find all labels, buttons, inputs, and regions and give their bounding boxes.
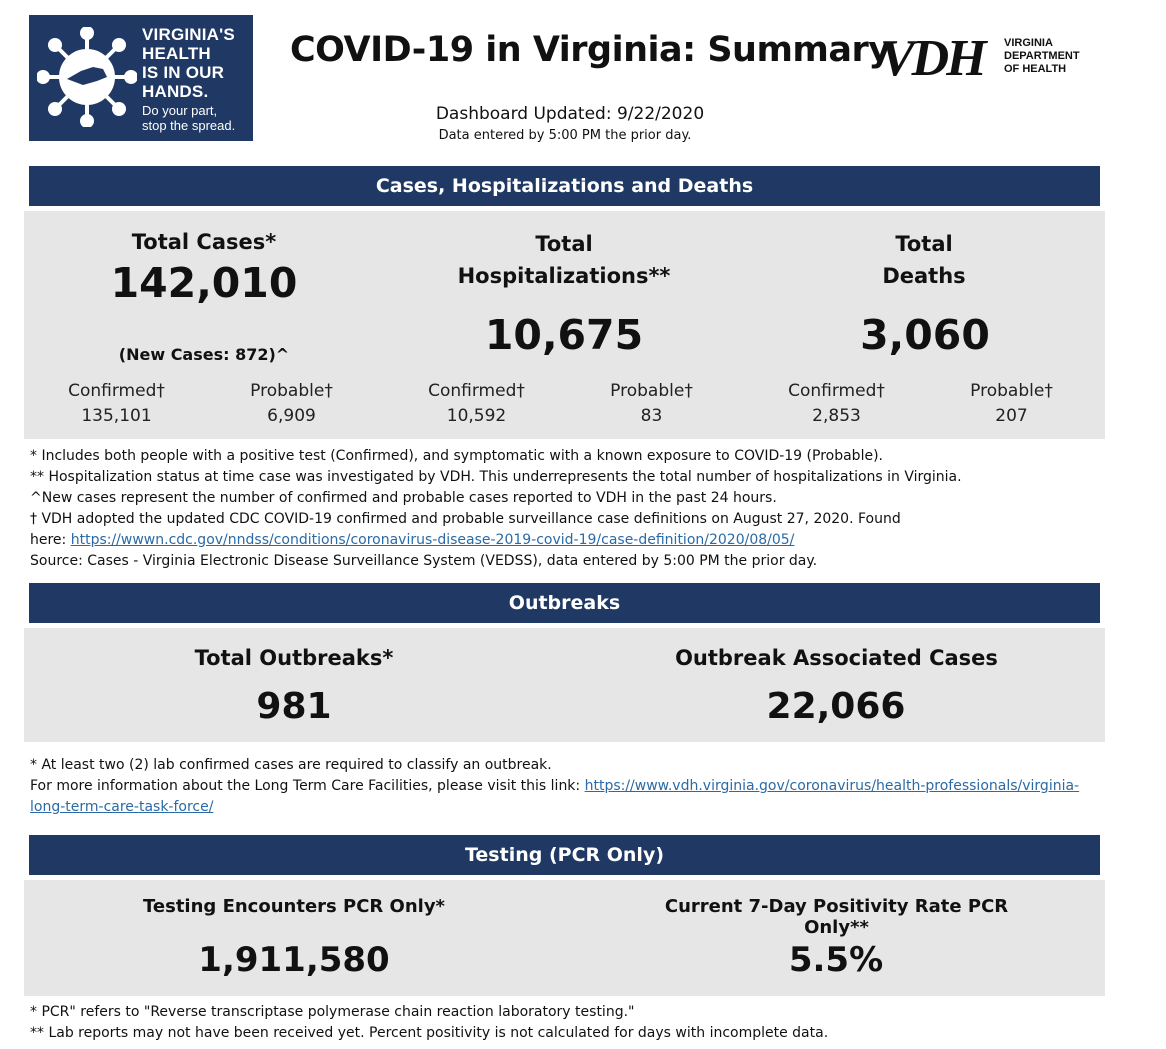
- testing-encounters-value: 1,911,580: [198, 940, 390, 980]
- deaths-confirmed-label: Confirmed†: [788, 381, 885, 401]
- cases-confirmed-label: Confirmed†: [68, 381, 165, 401]
- hospitalizations-title: Total Hospitalizations**: [457, 232, 671, 288]
- section-header-outbreaks: Outbreaks: [29, 583, 1100, 623]
- cases-confirmed-value: 135,101: [81, 406, 152, 426]
- testing-notes: * PCR" refers to "Reverse transcriptase polymerase chain reaction laboratory testing." ** Lab reports may not have been received yet. Percent positivity is not calculated for days with incomplete data.: [30, 1004, 829, 1041]
- hosp-probable-value: 83: [640, 406, 663, 426]
- positivity-rate-title: Current 7-Day Positivity Rate PCR Only**: [664, 896, 1009, 938]
- hosp-confirmed-value: 10,592: [446, 406, 507, 426]
- vdh-mark: VDH: [880, 30, 984, 87]
- outbreaks-panel: [24, 628, 1105, 742]
- outbreaks-notes: * At least two (2) lab confirmed cases are required to classify an outbreak. For more information about the Long Term Care Facilities, please visit this link: https://www.vdh.virginia.gov/coronavirus/health-professionals/virginia- long-term-care-task-force/: [30, 757, 1080, 815]
- cases-probable-value: 6,909: [267, 406, 316, 426]
- hospitalizations-value: 10,675: [484, 311, 644, 359]
- section-header-testing: Testing (PCR Only): [29, 835, 1100, 875]
- cases-panel: [24, 211, 1105, 439]
- outbreak-associated-title: Outbreak Associated Cases: [675, 646, 998, 670]
- positivity-rate-value: 5.5%: [788, 940, 884, 980]
- ltc-task-force-link-part2[interactable]: long-term-care-task-force/: [30, 799, 214, 815]
- total-outbreaks-value: 981: [256, 686, 332, 727]
- outbreak-associated-value: 22,066: [766, 686, 906, 727]
- logo-left-tagline: Do your part, stop the spread.: [142, 103, 236, 133]
- dashboard-updated: Dashboard Updated: 9/22/2020: [435, 104, 705, 124]
- logo-left-headline: VIRGINIA'S HEALTH IS IN OUR HANDS.: [142, 25, 235, 101]
- section-header-cases: Cases, Hospitalizations and Deaths: [29, 166, 1100, 206]
- hosp-probable-label: Probable†: [610, 381, 693, 401]
- total-outbreaks-title: Total Outbreaks*: [194, 646, 394, 670]
- total-cases-value: 142,010: [110, 259, 298, 307]
- cases-probable-label: Probable†: [250, 381, 333, 401]
- new-cases: (New Cases: 872)^: [118, 345, 290, 364]
- deaths-confirmed-value: 2,853: [812, 406, 861, 426]
- total-cases-title: Total Cases*: [131, 230, 277, 254]
- page-title: COVID-19 in Virginia: Summary: [290, 30, 891, 70]
- deaths-probable-value: 207: [995, 406, 1028, 426]
- data-entered-note: Data entered by 5:00 PM the prior day.: [438, 128, 692, 143]
- deaths-value: 3,060: [860, 311, 990, 359]
- virus-icon: [37, 27, 137, 127]
- cases-notes: * Includes both people with a positive test (Confirmed), and symptomatic with a known exposure to COVID-19 (Probable). ** Hospitalization status at time case was investigated by VDH. This underrepresents the total number of hospitalizations in Virginia. ^New cases represent the number of confirmed and probable cases reported to VDH in the past 24 hours. † VDH adopted the updated CDC COVID-19 confirmed and probable surveillance case definitions on August 27, 2020. Found here: https://wwwn.cdc.gov/nndss/conditions/coronavirus-disease-2019-covid-19/case-definition/2020/08/05/ Source: Cases - Virginia Electronic Disease Surveillance System (VEDSS), data entered by 5:00 PM the prior day.: [30, 448, 962, 569]
- cdc-case-definition-link[interactable]: https://wwwn.cdc.gov/nndss/conditions/coronavirus-disease-2019-covid-19/case-definition/2020/08/05/: [70, 532, 795, 548]
- testing-encounters-title: Testing Encounters PCR Only*: [143, 896, 445, 917]
- deaths-probable-label: Probable†: [970, 381, 1053, 401]
- ltc-task-force-link-part1[interactable]: https://www.vdh.virginia.gov/coronavirus/health-professionals/virginia-: [584, 778, 1080, 794]
- deaths-title: Total Deaths: [882, 232, 966, 288]
- testing-panel: [24, 880, 1105, 996]
- virginias-health-logo: [29, 15, 253, 141]
- vdh-logo: [880, 30, 1095, 87]
- hosp-confirmed-label: Confirmed†: [428, 381, 525, 401]
- vdh-logo-text: VIRGINIA DEPARTMENT OF HEALTH: [1004, 37, 1080, 75]
